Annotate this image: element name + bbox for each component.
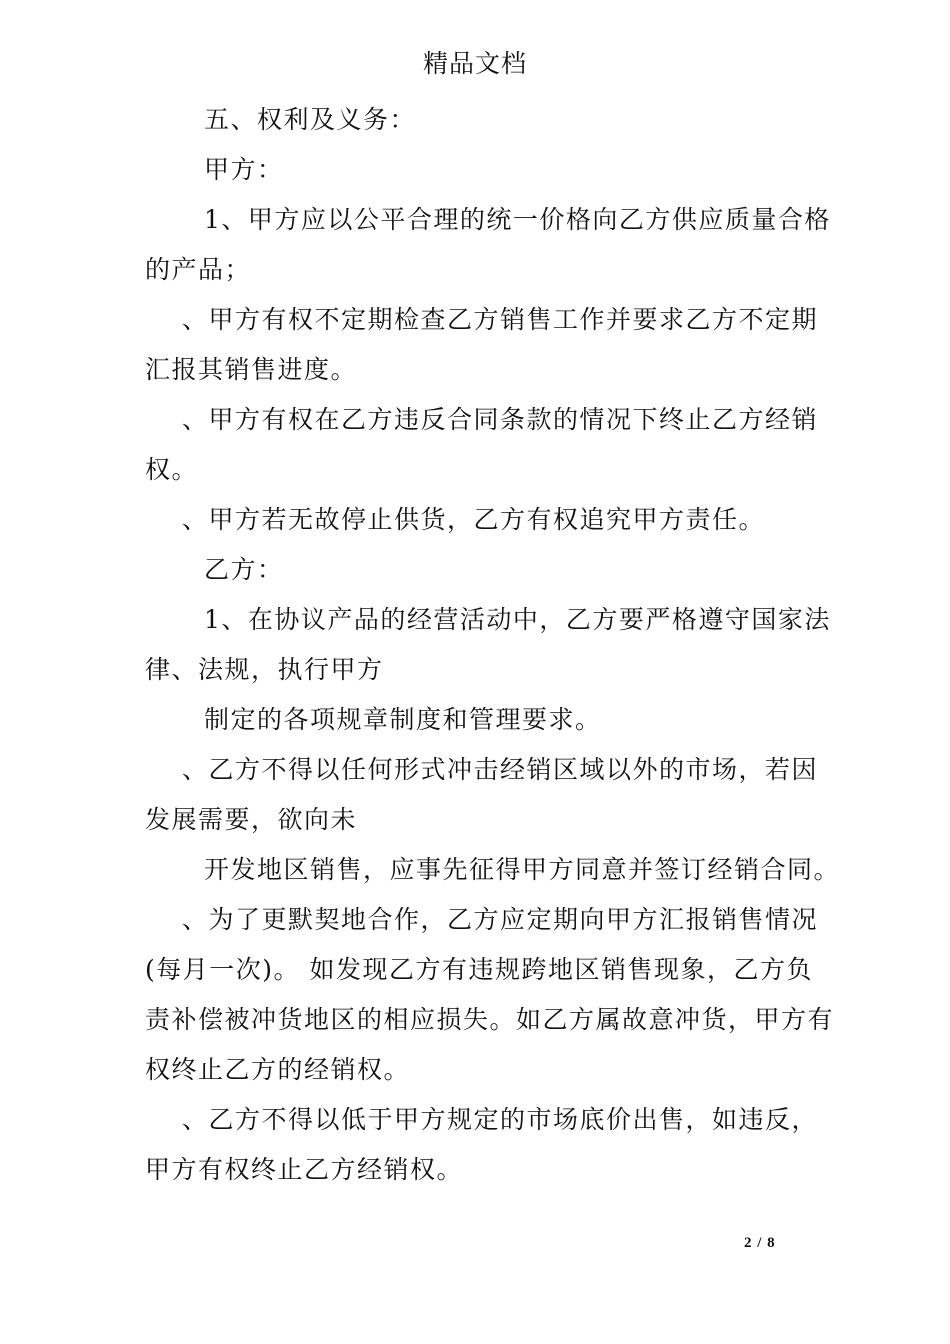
paragraph-line: 汇报其销售进度。 bbox=[145, 355, 358, 384]
party-b-heading: 乙方： bbox=[204, 555, 284, 584]
paragraph-line: 制定的各项规章制度和管理要求。 bbox=[204, 705, 602, 734]
paragraph-line: 、为了更默契地合作，乙方应定期向甲方汇报销售情况 bbox=[182, 905, 819, 934]
party-a-heading: 甲方： bbox=[204, 155, 284, 184]
paragraph-line: 发展需要，欲向未 bbox=[145, 805, 358, 834]
page-number: 2 / 8 bbox=[744, 1235, 776, 1251]
paragraph-line: 权。 bbox=[145, 455, 199, 484]
paragraph-line: 、乙方不得以任何形式冲击经销区域以外的市场，若因 bbox=[182, 755, 819, 784]
paragraph-line: 权终止乙方的经销权。 bbox=[145, 1055, 411, 1084]
paragraph-line: 、乙方不得以低于甲方规定的市场底价出售，如违反， bbox=[182, 1105, 819, 1134]
paragraph-line: 1、甲方应以公平合理的统一价格向乙方供应质量合格 bbox=[204, 205, 831, 234]
paragraph-line: 律、法规，执行甲方 bbox=[145, 655, 384, 684]
paragraph-line: 、甲方若无故停止供货，乙方有权追究甲方责任。 bbox=[182, 505, 766, 534]
paragraph-line: 的产品； bbox=[145, 255, 252, 284]
paragraph-line: 、甲方有权不定期检查乙方销售工作并要求乙方不定期 bbox=[182, 305, 819, 334]
paragraph-line: 责补偿被冲货地区的相应损失。如乙方属故意冲货，甲方有 bbox=[145, 1005, 835, 1034]
paragraph-line: 1、在协议产品的经营活动中，乙方要严格遵守国家法 bbox=[204, 605, 831, 634]
paragraph-line: 甲方有权终止乙方经销权。 bbox=[145, 1155, 464, 1184]
paragraph-line: (每月一次)。 如发现乙方有违规跨地区销售现象，乙方负 bbox=[145, 955, 813, 984]
paragraph-line: 开发地区销售，应事先征得甲方同意并签订经销合同。 bbox=[204, 855, 841, 884]
section-heading: 五、权利及义务： bbox=[204, 105, 417, 134]
page-header: 精品文档 bbox=[422, 49, 527, 78]
paragraph-line: 、甲方有权在乙方违反合同条款的情况下终止乙方经销 bbox=[182, 405, 819, 434]
